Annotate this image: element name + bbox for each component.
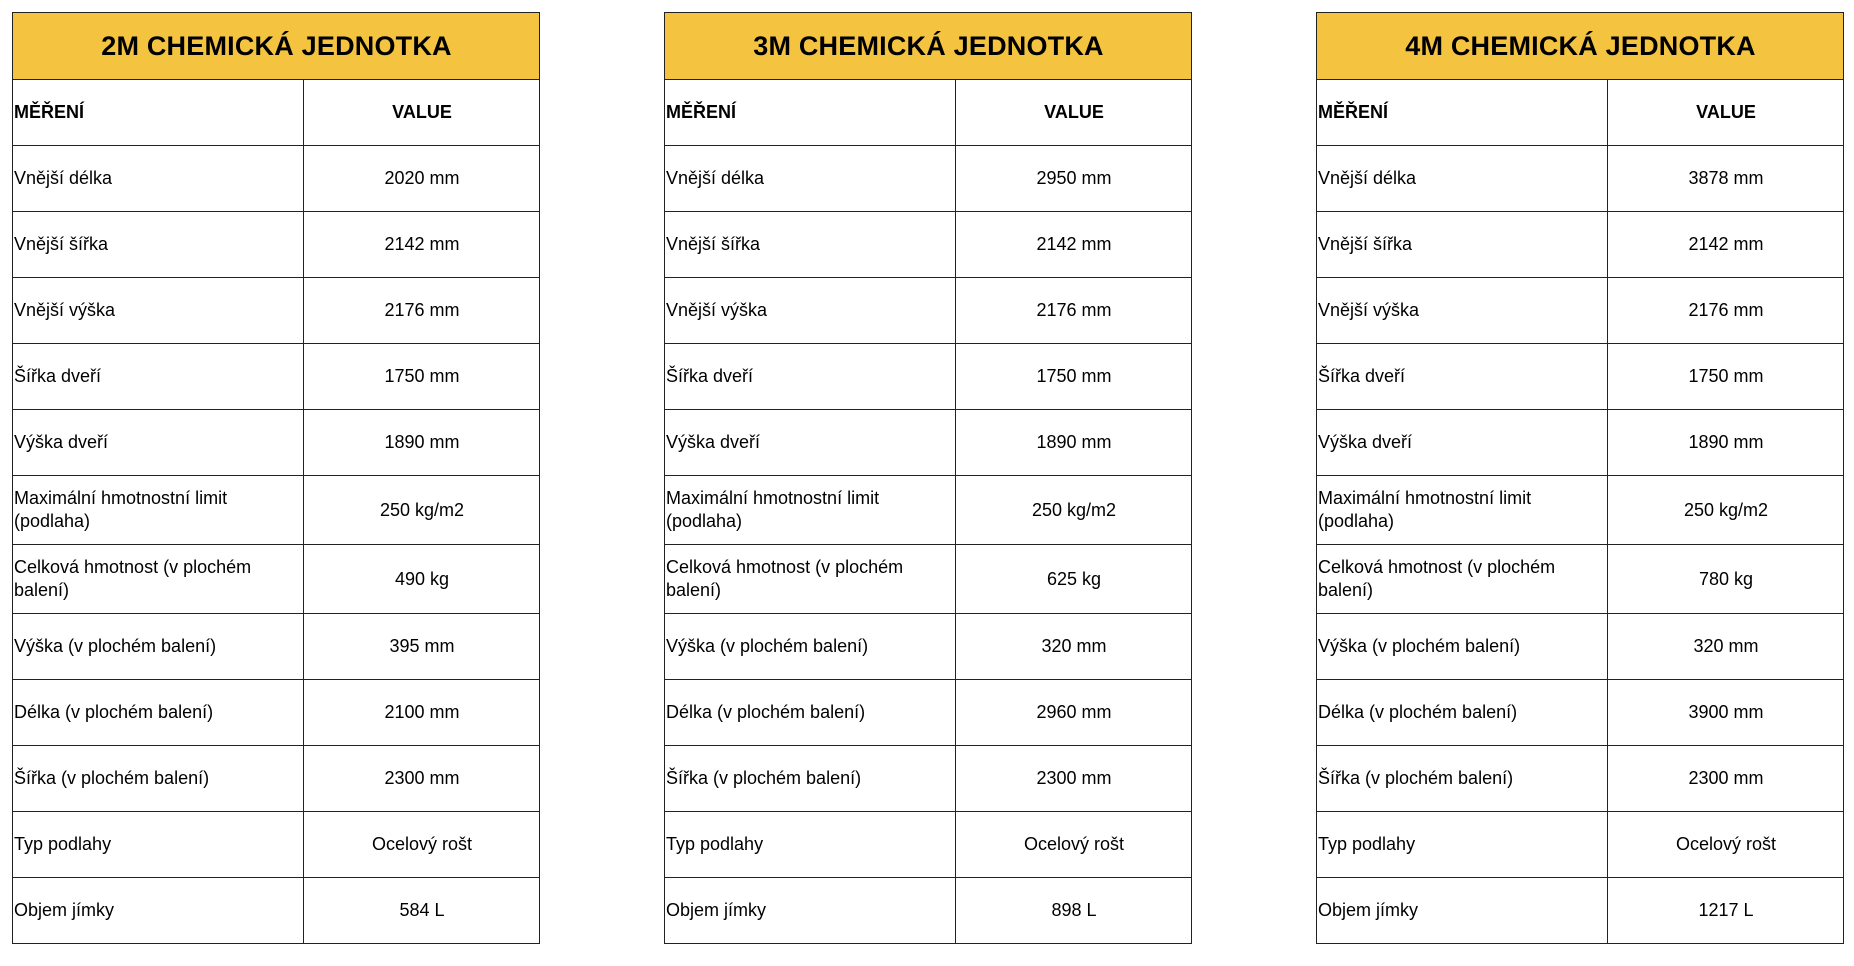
row-label: Objem jímky xyxy=(665,878,956,944)
table-row xyxy=(665,344,1192,410)
header-label: MĚŘENÍ xyxy=(13,80,304,146)
row-label: Vnější výška xyxy=(665,278,956,344)
row-label: Typ podlahy xyxy=(665,812,956,878)
row-label: Šířka dveří xyxy=(13,344,304,410)
row-label: Výška (v plochém balení) xyxy=(665,614,956,680)
table-row xyxy=(665,476,1192,545)
table-row xyxy=(1317,614,1844,680)
row-value: 2300 mm xyxy=(956,746,1192,812)
row-value: 1750 mm xyxy=(956,344,1192,410)
row-label: Maximální hmotnostní limit (podlaha) xyxy=(1317,476,1608,545)
row-label: Výška (v plochém balení) xyxy=(1317,614,1608,680)
table-row xyxy=(665,746,1192,812)
header-label: MĚŘENÍ xyxy=(665,80,956,146)
spec-table-2m xyxy=(12,12,540,944)
row-label: Vnější výška xyxy=(1317,278,1608,344)
row-label: Vnější výška xyxy=(13,278,304,344)
table-row xyxy=(665,278,1192,344)
table-row xyxy=(665,680,1192,746)
table-row xyxy=(1317,278,1844,344)
table-row xyxy=(665,812,1192,878)
title-row xyxy=(1317,13,1844,80)
row-value: 395 mm xyxy=(304,614,540,680)
table-row xyxy=(665,878,1192,944)
table-title: 3M CHEMICKÁ JEDNOTKA xyxy=(665,13,1192,80)
row-label: Šířka dveří xyxy=(1317,344,1608,410)
table-row xyxy=(13,344,540,410)
row-value: 2142 mm xyxy=(956,212,1192,278)
table-row xyxy=(665,545,1192,614)
row-value: 1890 mm xyxy=(1608,410,1844,476)
title-row xyxy=(13,13,540,80)
table-row xyxy=(13,680,540,746)
table-row xyxy=(13,278,540,344)
table-row xyxy=(1317,545,1844,614)
row-label: Šířka (v plochém balení) xyxy=(665,746,956,812)
table-row xyxy=(13,812,540,878)
row-value: 2176 mm xyxy=(304,278,540,344)
row-label: Výška dveří xyxy=(1317,410,1608,476)
header-value: VALUE xyxy=(1608,80,1844,146)
row-value: 250 kg/m2 xyxy=(304,476,540,545)
table-row xyxy=(1317,746,1844,812)
row-value: 780 kg xyxy=(1608,545,1844,614)
row-label: Typ podlahy xyxy=(13,812,304,878)
row-value: 1750 mm xyxy=(1608,344,1844,410)
table-row xyxy=(1317,476,1844,545)
row-label: Vnější šířka xyxy=(13,212,304,278)
row-label: Šířka (v plochém balení) xyxy=(1317,746,1608,812)
row-label: Výška dveří xyxy=(665,410,956,476)
row-label: Vnější délka xyxy=(1317,146,1608,212)
table-row xyxy=(1317,212,1844,278)
row-label: Délka (v plochém balení) xyxy=(665,680,956,746)
row-value: 2176 mm xyxy=(956,278,1192,344)
row-value: 584 L xyxy=(304,878,540,944)
spec-table-3m xyxy=(664,12,1192,944)
row-label: Celková hmotnost (v plochém balení) xyxy=(13,545,304,614)
table-row xyxy=(1317,812,1844,878)
row-label: Objem jímky xyxy=(13,878,304,944)
row-value: 320 mm xyxy=(956,614,1192,680)
row-value: 625 kg xyxy=(956,545,1192,614)
table-row xyxy=(1317,878,1844,944)
table-row xyxy=(665,146,1192,212)
row-value: 2100 mm xyxy=(304,680,540,746)
spec-table-4m xyxy=(1316,12,1844,944)
table-row xyxy=(665,212,1192,278)
table-row xyxy=(1317,344,1844,410)
table-row xyxy=(1317,410,1844,476)
row-label: Vnější šířka xyxy=(1317,212,1608,278)
table-row xyxy=(1317,146,1844,212)
row-value: 3900 mm xyxy=(1608,680,1844,746)
table-row xyxy=(1317,680,1844,746)
row-label: Celková hmotnost (v plochém balení) xyxy=(665,545,956,614)
row-label: Celková hmotnost (v plochém balení) xyxy=(1317,545,1608,614)
row-value: 2176 mm xyxy=(1608,278,1844,344)
header-label: MĚŘENÍ xyxy=(1317,80,1608,146)
row-label: Vnější délka xyxy=(665,146,956,212)
row-value: 2300 mm xyxy=(1608,746,1844,812)
row-value: 250 kg/m2 xyxy=(1608,476,1844,545)
header-value: VALUE xyxy=(304,80,540,146)
row-value: 320 mm xyxy=(1608,614,1844,680)
row-value: 898 L xyxy=(956,878,1192,944)
row-value: Ocelový rošt xyxy=(1608,812,1844,878)
row-value: 2960 mm xyxy=(956,680,1192,746)
row-label: Objem jímky xyxy=(1317,878,1608,944)
row-value: 1217 L xyxy=(1608,878,1844,944)
row-value: 1890 mm xyxy=(956,410,1192,476)
row-value: 1890 mm xyxy=(304,410,540,476)
table-row xyxy=(13,410,540,476)
header-row xyxy=(1317,80,1844,146)
row-label: Typ podlahy xyxy=(1317,812,1608,878)
row-value: 490 kg xyxy=(304,545,540,614)
row-label: Vnější délka xyxy=(13,146,304,212)
table-row xyxy=(13,545,540,614)
table-row xyxy=(13,212,540,278)
row-label: Maximální hmotnostní limit (podlaha) xyxy=(13,476,304,545)
row-value: 250 kg/m2 xyxy=(956,476,1192,545)
row-label: Šířka dveří xyxy=(665,344,956,410)
table-row xyxy=(13,146,540,212)
row-value: 3878 mm xyxy=(1608,146,1844,212)
row-value: 2950 mm xyxy=(956,146,1192,212)
row-value: 2142 mm xyxy=(1608,212,1844,278)
row-value: 2300 mm xyxy=(304,746,540,812)
row-label: Výška (v plochém balení) xyxy=(13,614,304,680)
row-label: Délka (v plochém balení) xyxy=(1317,680,1608,746)
row-label: Maximální hmotnostní limit (podlaha) xyxy=(665,476,956,545)
table-row xyxy=(13,878,540,944)
table-title: 4M CHEMICKÁ JEDNOTKA xyxy=(1317,13,1844,80)
title-row xyxy=(665,13,1192,80)
row-value: 1750 mm xyxy=(304,344,540,410)
row-value: Ocelový rošt xyxy=(956,812,1192,878)
row-label: Výška dveří xyxy=(13,410,304,476)
table-row xyxy=(13,614,540,680)
row-value: Ocelový rošt xyxy=(304,812,540,878)
table-row xyxy=(665,614,1192,680)
row-value: 2020 mm xyxy=(304,146,540,212)
header-row xyxy=(665,80,1192,146)
table-row xyxy=(13,746,540,812)
row-label: Šířka (v plochém balení) xyxy=(13,746,304,812)
row-label: Vnější šířka xyxy=(665,212,956,278)
header-row xyxy=(13,80,540,146)
row-label: Délka (v plochém balení) xyxy=(13,680,304,746)
table-row xyxy=(13,476,540,545)
table-row xyxy=(665,410,1192,476)
row-value: 2142 mm xyxy=(304,212,540,278)
table-title: 2M CHEMICKÁ JEDNOTKA xyxy=(13,13,540,80)
header-value: VALUE xyxy=(956,80,1192,146)
